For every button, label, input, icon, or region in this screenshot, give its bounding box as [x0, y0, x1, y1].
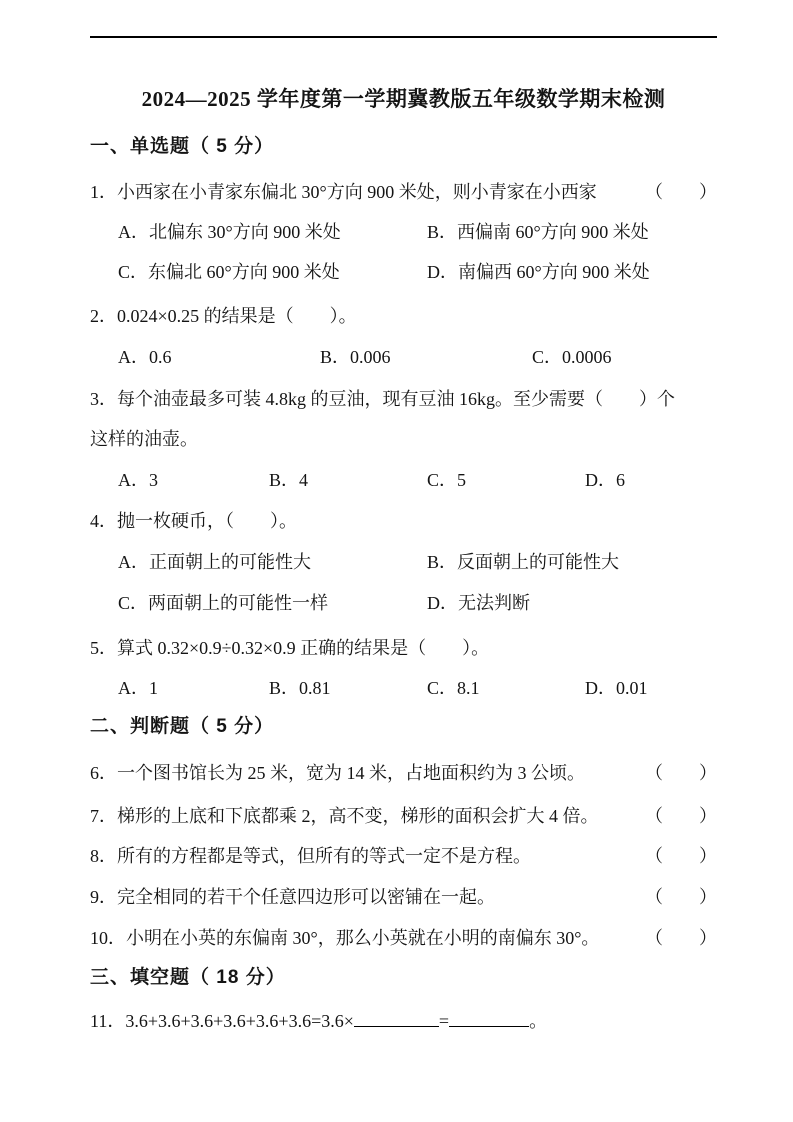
question-1-option-a: A．北偏东 30°方向 900 米处: [118, 222, 341, 242]
question-1: [90, 172, 717, 212]
question-9-text: 9．完全相同的若干个任意四边形可以密铺在一起。: [90, 887, 495, 907]
question-8: [90, 836, 717, 876]
question-3-option-b: B．4: [269, 470, 309, 490]
question-9: [90, 877, 717, 917]
question-2-option-b: B．0.006: [320, 347, 391, 367]
question-3-options-row: [118, 460, 717, 500]
question-4-text: 4．抛一枚硬币，（ ）。: [90, 511, 297, 531]
question-7: [90, 796, 717, 836]
question-1-option-c: C．东偏北 60°方向 900 米处: [118, 262, 340, 282]
question-11-blank-1: [354, 1000, 439, 1027]
question-1-option-d: D．南偏西 60°方向 900 米处: [427, 262, 650, 282]
question-5-option-a: A．1: [118, 678, 158, 698]
question-6-answer-paren: （ ）: [645, 763, 717, 783]
section-heading-fill: 三、填空题（ 18 分）: [90, 967, 286, 988]
question-4-options-row-1: [118, 542, 717, 582]
header-rule: [90, 36, 717, 38]
question-3-option-a: A．3: [118, 470, 158, 490]
question-4-options-row-2: [118, 583, 717, 623]
section-heading-judge: 二、判断题（ 5 分）: [90, 716, 275, 737]
question-7-text: 7．梯形的上底和下底都乘 2，高不变，梯形的面积会扩大 4 倍。: [90, 806, 599, 826]
question-1-answer-paren: （ ）: [645, 182, 717, 202]
question-4-option-a: A．正面朝上的可能性大: [118, 552, 311, 572]
question-2-options-row: [118, 337, 717, 377]
question-11-period: 。: [529, 1011, 548, 1031]
question-2-text: 2．0.024×0.25 的结果是（ ）。: [90, 306, 357, 326]
question-5-option-b: B．0.81: [269, 678, 331, 698]
question-6-text: 6．一个图书馆长为 25 米，宽为 14 米，占地面积约为 3 公顷。: [90, 763, 585, 783]
question-3-text-line-1: 3．每个油壶最多可装 4.8kg 的豆油，现有豆油 16kg。至少需要（ ）个: [90, 389, 675, 409]
question-3-option-c: C．5: [427, 470, 467, 490]
section-heading-choice: 一、单选题（ 5 分）: [90, 136, 275, 157]
question-5-option-d: D．0.01: [585, 678, 648, 698]
question-9-answer-paren: （ ）: [645, 887, 717, 907]
question-2-option-c: C．0.0006: [532, 347, 612, 367]
question-10-answer-paren: （ ）: [645, 928, 717, 948]
question-7-answer-paren: （ ）: [645, 806, 717, 826]
question-10-text: 10．小明在小英的东偏南 30°，那么小英就在小明的南偏东 30°。: [90, 928, 600, 948]
question-11-equals-sign: =: [438, 1011, 450, 1031]
question-4-option-b: B．反面朝上的可能性大: [427, 552, 620, 572]
question-3-option-d: D．6: [585, 470, 625, 490]
question-5-text: 5．算式 0.32×0.9÷0.32×0.9 正确的结果是（ ）。: [90, 638, 490, 658]
question-5-options-row: [118, 668, 717, 708]
question-11-blank-2: [449, 1000, 529, 1027]
question-1-options-row-2: [118, 252, 717, 292]
question-11: [90, 1000, 717, 1040]
question-4-option-d: D．无法判断: [427, 593, 530, 613]
question-6: [90, 753, 717, 793]
question-11-expression: 11．3.6+3.6+3.6+3.6+3.6+3.6=3.6×: [90, 1011, 354, 1031]
question-1-text: 1．小西家在小青家东偏北 30°方向 900 米处，则小青家在小西家: [90, 182, 597, 202]
question-4-option-c: C．两面朝上的可能性一样: [118, 593, 329, 613]
question-8-text: 8．所有的方程都是等式，但所有的等式一定不是方程。: [90, 846, 531, 866]
page-title: 2024—2025 学年度第一学期冀教版五年级数学期末检测: [141, 87, 666, 111]
question-5-option-c: C．8.1: [427, 678, 480, 698]
question-2-option-a: A．0.6: [118, 347, 172, 367]
question-10: [90, 918, 717, 958]
question-8-answer-paren: （ ）: [645, 846, 717, 866]
question-1-option-b: B．西偏南 60°方向 900 米处: [427, 222, 649, 242]
question-1-options-row-1: [118, 212, 717, 252]
question-3-text-line-2: 这样的油壶。: [90, 429, 198, 449]
